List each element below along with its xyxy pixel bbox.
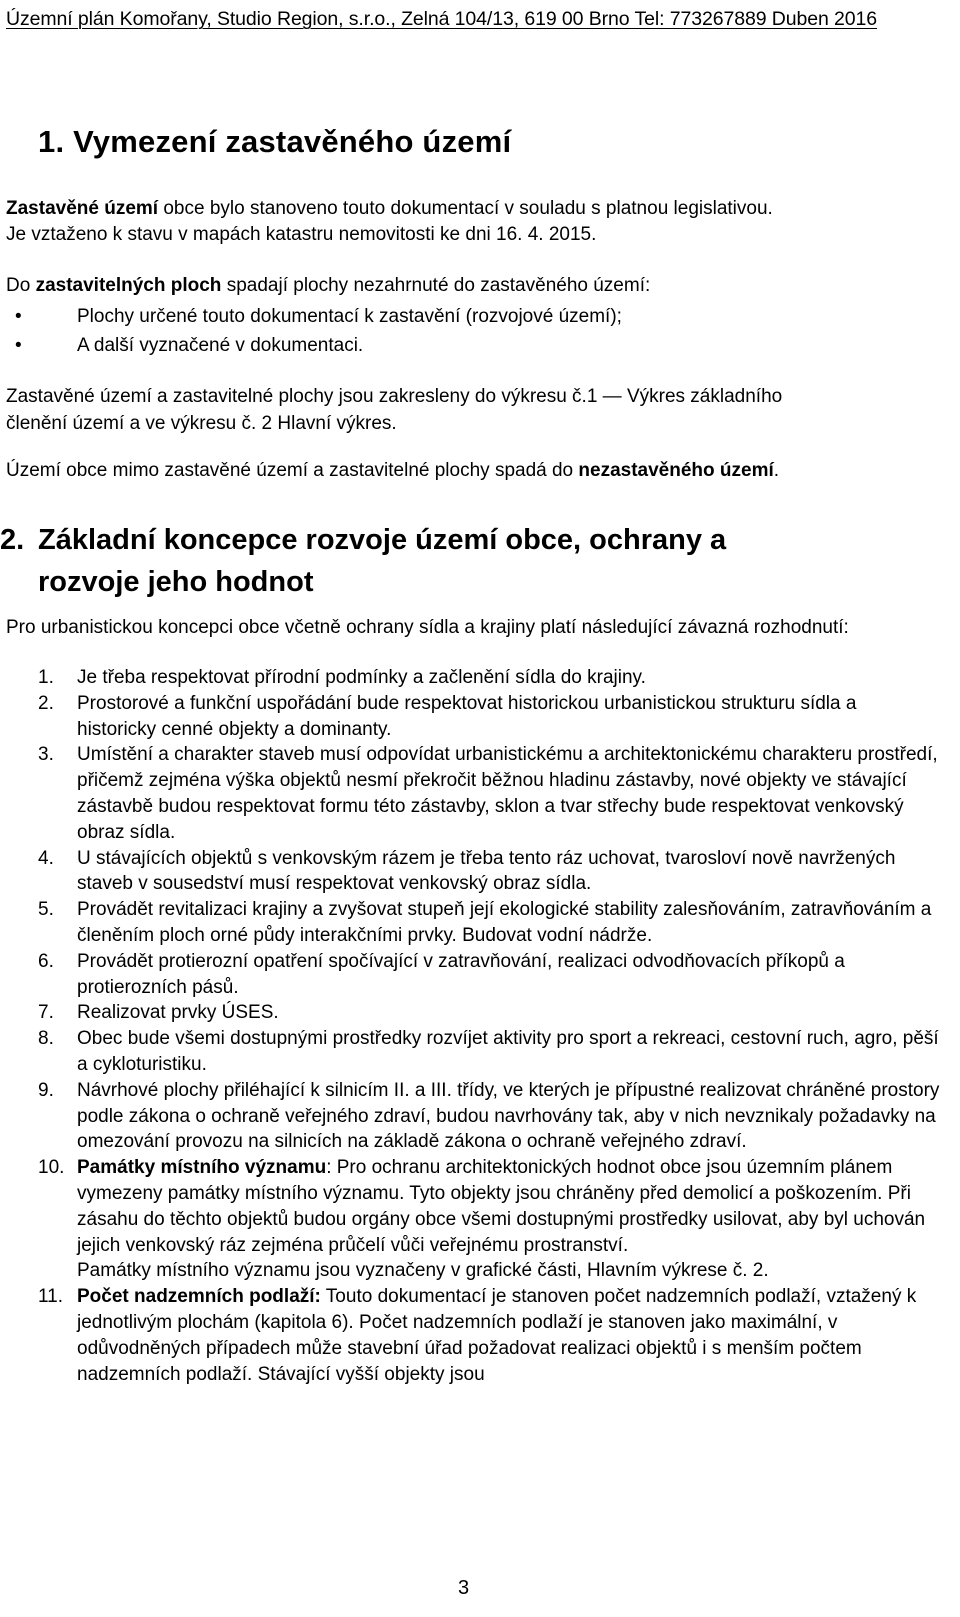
- list-item: 9. Návrhové plochy přiléhající k silnicím II. a III. třídy, ve kterých je přípustné realizovat chráněné prostory podle zákona o ochraně veřejného zdraví, budou navrhovány tak, aby v nich nevznikaly požadavky na omezování provozu na silnicích na základě zákona o ochraně veřejného zdraví.: [38, 1079, 940, 1153]
- term-built-up-area: Zastavěné území: [6, 198, 159, 219]
- list-item: 2. Prostorové a funkční uspořádání bude respektovat historickou urbanistickou strukturu sídla a historicky cenné objekty a dominanty.: [38, 692, 857, 740]
- section-2-heading: 2. Základní koncepce rozvoje území obce, ochrany a rozvoje jeho hodnot: [0, 524, 727, 598]
- decisions-list: [0, 665, 940, 1387]
- header-text: Územní plán Komořany, Studio Region, s.r.o., Zelná 104/13, 619 00 Brno Tel: 773267889 Duben 2016: [6, 8, 878, 30]
- term-undeveloped-area: nezastavěného území: [578, 460, 774, 481]
- bullet-icon: •: [15, 335, 22, 356]
- document-header: [6, 4, 956, 34]
- local-monuments-note: Památky místního významu jsou vyznačeny v grafické části, Hlavním výkrese č. 2.: [77, 1260, 769, 1282]
- list-item: 1. Je třeba respektovat přírodní podmínky a začlenění sídla do krajiny.: [38, 667, 646, 688]
- list-item: 5. Provádět revitalizaci krajiny a zvyšovat stupeň její ekologické stability zalesňováním, zatravňováním a členěním ploch orné půdy interakčními prvky. Budovat vodní nádrže.: [38, 899, 932, 946]
- term-floor-count: Počet nadzemních podlaží:: [77, 1286, 321, 1308]
- page-number: 3: [458, 1577, 470, 1599]
- list-item-floor-count: 11. Počet nadzemních podlaží: Touto dokumentací je stanoven počet nadzemních podlaží, vztažený k jednotlivým plochám (kapitola 6). Počet nadzemních podlaží je stanoven jako maximální, v odůvodněných případech může stavební úřad požadovat realizaci objektů i s menším počtem nadzemních podlaží. Stávající vyšší objekty jsou: [38, 1286, 917, 1385]
- section-1-heading: 1. Vymezení zastavěného území: [38, 124, 512, 159]
- list-item: 6. Provádět protierozní opatření spočívající v zatravňování, realizaci odvodňovacích příkopů a protierozních pásů.: [38, 950, 845, 998]
- list-item: 8. Obec bude všemi dostupnými prostředky rozvíjet aktivity pro sport a rekreaci, cestovní ruch, agro, pěší a cykloturistiku.: [38, 1028, 939, 1075]
- paragraph-cadastre-date: Je vztaženo k stavu v mapách katastru nemovitosti ke dni 16. 4. 2015.: [6, 224, 597, 245]
- paragraph-built-up-area: Zastavěné území obce bylo stanoveno touto dokumentací v souladu s platnou legislativou.: [6, 198, 773, 219]
- bullet-item: • A další vyznačené v dokumentaci.: [15, 335, 364, 356]
- paragraph-buildable-areas: Do zastavitelných ploch spadají plochy nezahrnuté do zastavěného území:: [6, 275, 651, 296]
- list-item-local-monuments: 10. Památky místního významu: Pro ochranu architektonických hodnot obce jsou územním plánem vymezeny památky místního významu. Tyto objekty jsou chráněny před demolicí a poškozením. Při zásahu do těchto objektů budou orgány obce všemi dostupnými prostředky usilovat, aby byl uchován jejich venkovský ráz zejména průčelí vůči veřejnému prostranství.: [38, 1157, 926, 1256]
- term-buildable-areas: zastavitelných ploch: [35, 275, 222, 296]
- paragraph-drawings-line2: členění území a ve výkresu č. 2 Hlavní výkres.: [6, 413, 397, 434]
- list-item: 7. Realizovat prvky ÚSES.: [38, 1002, 279, 1024]
- term-local-monuments: Památky místního významu: [77, 1157, 327, 1179]
- list-item: 3. Umístění a charakter staveb musí odpovídat urbanistickému a architektonickému charakteru prostředí, přičemž zejména výška objektů nesmí překročit běžnou hladinu zástavby, nové objekty ve stávající zástavbě budou respektovat formu této zástavby, sklon a tvar střechy bude respektovat venkovský obraz sídla.: [38, 744, 938, 843]
- paragraph-drawings-line1: Zastavěné území a zastavitelné plochy jsou zakresleny do výkresu č.1 — Výkres základního: [6, 386, 783, 407]
- section-2-intro: Pro urbanistickou koncepci obce včetně ochrany sídla a krajiny platí následující závazná rozhodnutí:: [6, 617, 849, 638]
- bullet-item: • Plochy určené touto dokumentací k zastavění (rozvojové území);: [15, 306, 622, 327]
- paragraph-undeveloped-area: Území obce mimo zastavěné území a zastavitelné plochy spadá do nezastavěného území.: [6, 460, 780, 481]
- list-item: 4. U stávajících objektů s venkovským rázem je třeba tento ráz uchovat, tvarosloví nově navržených staveb v sousedství musí respektovat venkovský obraz sídla.: [38, 847, 896, 895]
- bullet-icon: •: [15, 306, 22, 327]
